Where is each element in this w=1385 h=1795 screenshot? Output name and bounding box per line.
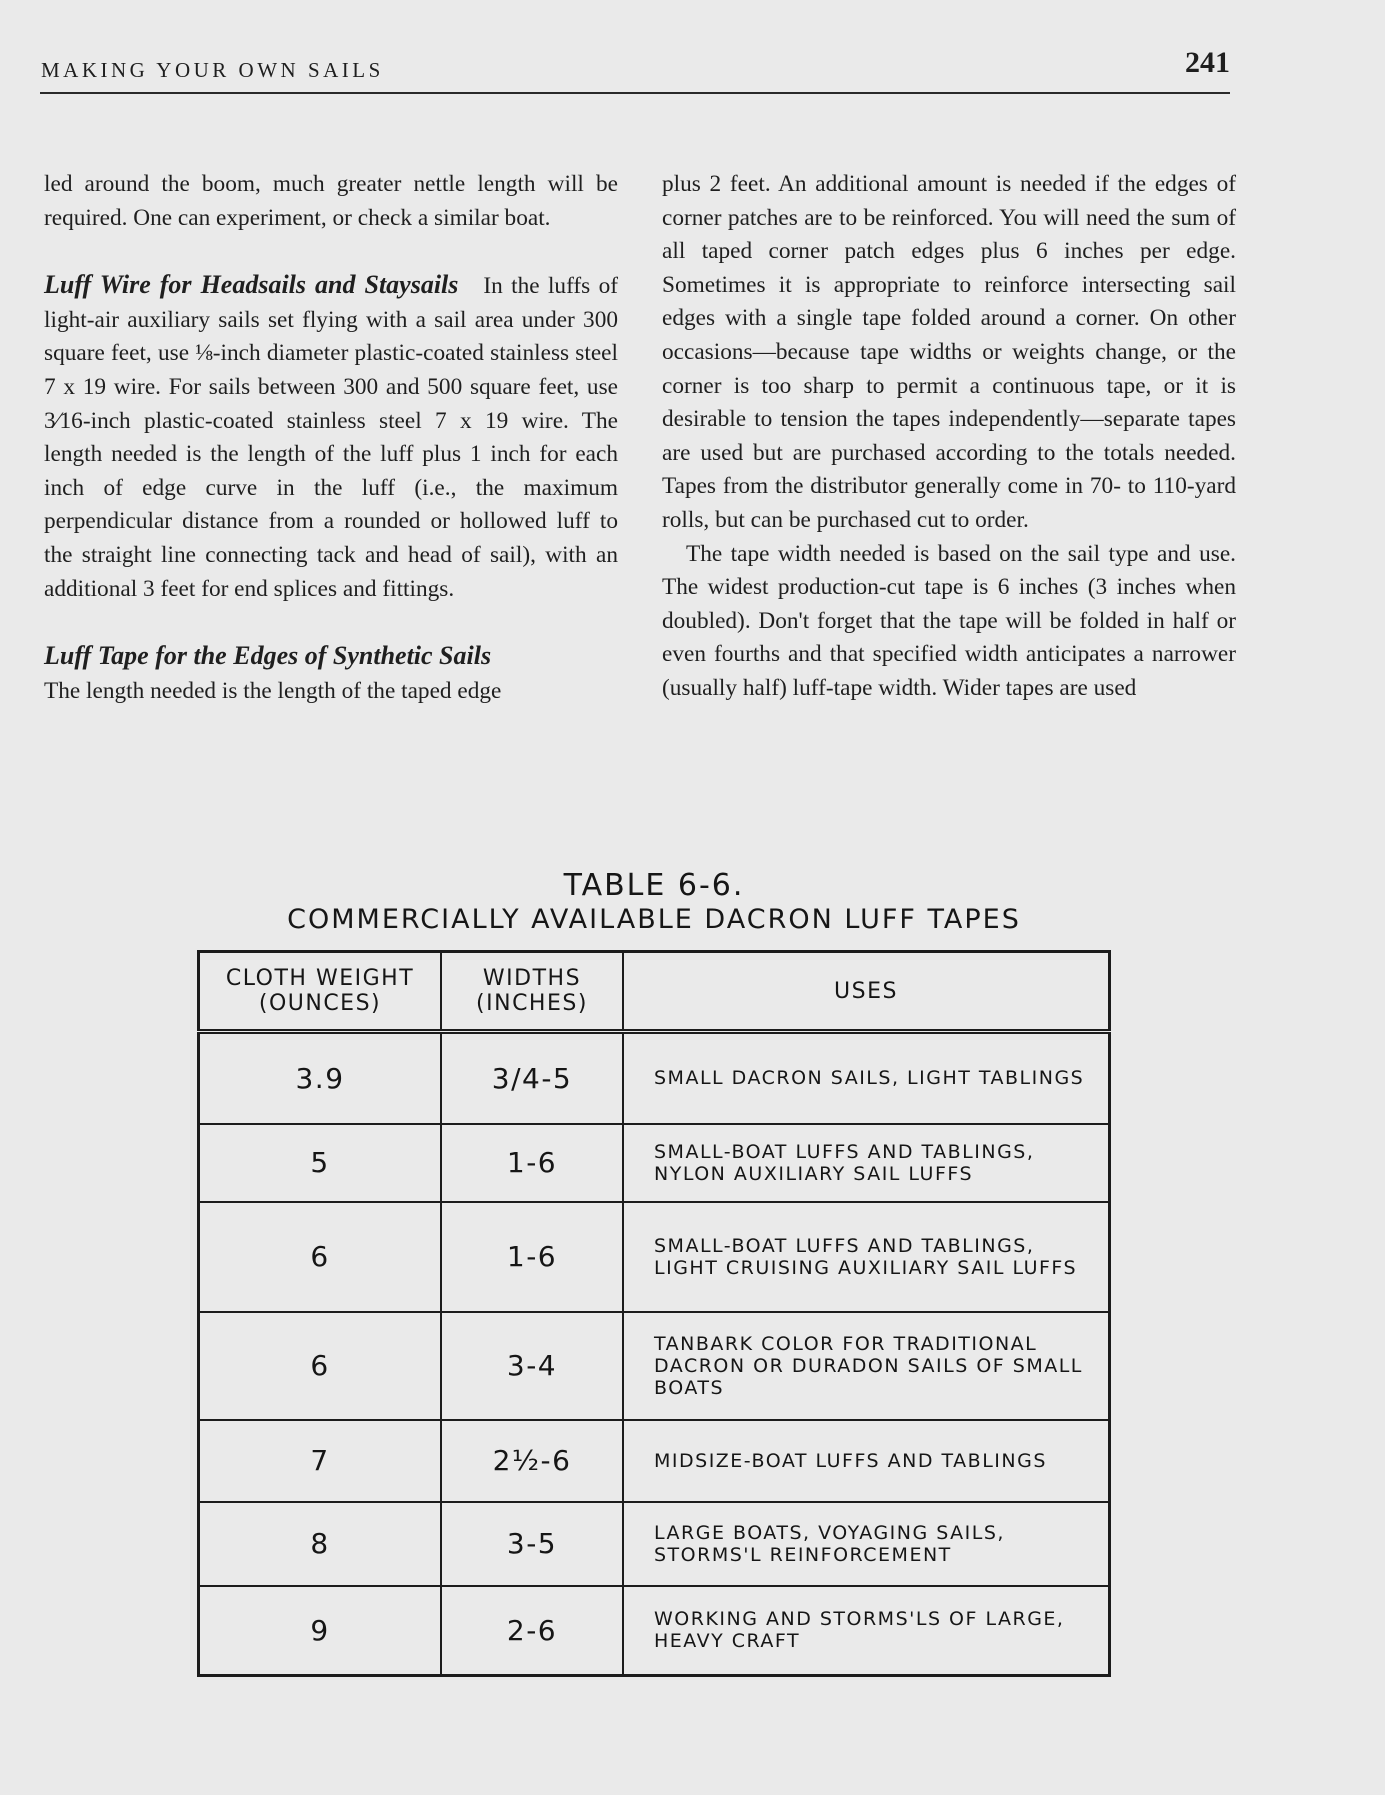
- widths-cell: 2½-6: [441, 1420, 623, 1502]
- widths-cell: 3-5: [441, 1502, 623, 1586]
- header-widths: [441, 952, 623, 1032]
- widths-cell: 3-4: [441, 1312, 623, 1420]
- table-row: [199, 1312, 1110, 1420]
- luff-wire-paragraph: [44, 268, 618, 606]
- table-row: [199, 1586, 1110, 1676]
- luff-wire-text: In the luffs of light-air auxiliary sails set flying with a sail area under 300 square feet, use ⅛-inch diameter plastic-coated stainless steel 7 x 19 wire. For sails between 300 and 500 square feet, use 3⁄16-inch plastic-coated stainless steel 7 x 19 wire. The length needed is the length of the luff plus 1 inch for each inch of edge curve in the luff (i.e., the maximum perpendicular distance from a rounded or hollowed luff to the straight line connecting tack and head of sail), with an additional 3 feet for end splices and fittings.: [44, 273, 618, 602]
- table-row: [199, 1202, 1110, 1312]
- header-weight-line2: (OUNCES): [258, 991, 382, 1016]
- weight-cell: 5: [199, 1124, 442, 1202]
- luff-tape-paragraph: [44, 639, 618, 708]
- uses-cell: LARGE BOATS, VOYAGING SAILS, STORMS'L REINFORCEMENT: [623, 1502, 1110, 1586]
- weight-cell: 7: [199, 1420, 442, 1502]
- header-rule: [40, 92, 1230, 94]
- table-title: COMMERCIALLY AVAILABLE DACRON LUFF TAPES: [287, 904, 1021, 935]
- right-paragraph-2: The tape width needed is based on the sail type and use. The widest production-cut tape is 6 inches (3 inches when doubled). Don't forget that the tape will be folded in half or even fourths and that specified width anticipates a narrower (usually half) luff-tape width. Wider tapes are used: [662, 540, 1236, 701]
- uses-cell: TANBARK COLOR FOR TRADITIONAL DACRON OR DURADON SAILS OF SMALL BOATS: [623, 1312, 1110, 1420]
- right-column: [662, 168, 1236, 706]
- header-uses: USES: [623, 952, 1110, 1032]
- uses-cell: WORKING AND STORMS'LS OF LARGE, HEAVY CRAFT: [623, 1586, 1110, 1676]
- luff-tape-heading: Luff Tape for the Edges of Synthetic Sails: [44, 641, 492, 671]
- header-cloth-weight: [199, 952, 442, 1032]
- weight-cell: 3.9: [199, 1032, 442, 1124]
- table-row: [199, 1124, 1110, 1202]
- table-row: [199, 1502, 1110, 1586]
- table-row: [199, 1032, 1110, 1124]
- widths-cell: 1-6: [441, 1124, 623, 1202]
- uses-cell: MIDSIZE-BOAT LUFFS AND TABLINGS: [623, 1420, 1110, 1502]
- table-row: [199, 1420, 1110, 1502]
- header-widths-line2: (INCHES): [476, 991, 588, 1016]
- uses-cell: SMALL-BOAT LUFFS AND TABLINGS, NYLON AUXILIARY SAIL LUFFS: [623, 1124, 1110, 1202]
- weight-cell: 8: [199, 1502, 442, 1586]
- luff-wire-heading: Luff Wire for Headsails and Staysails: [44, 270, 459, 300]
- weight-cell: 6: [199, 1312, 442, 1420]
- header-weight-line1: CLOTH WEIGHT: [225, 966, 415, 991]
- uses-cell: SMALL DACRON SAILS, LIGHT TABLINGS: [623, 1032, 1110, 1124]
- weight-cell: 6: [199, 1202, 442, 1312]
- left-paragraph: led around the boom, much greater nettle length will be required. One can experiment, or check a similar boat.: [44, 171, 618, 231]
- widths-cell: 1-6: [441, 1202, 623, 1312]
- weight-cell: 9: [199, 1586, 442, 1676]
- header-widths-line1: WIDTHS: [482, 966, 582, 991]
- luff-tape-table: [197, 950, 1111, 1677]
- page-number: 241: [1185, 46, 1230, 79]
- widths-cell: 2-6: [441, 1586, 623, 1676]
- uses-cell: SMALL-BOAT LUFFS AND TABLINGS, LIGHT CRUISING AUXILIARY SAIL LUFFS: [623, 1202, 1110, 1312]
- table-number: TABLE 6-6.: [563, 868, 745, 903]
- running-head: MAKING YOUR OWN SAILS: [41, 58, 384, 82]
- widths-cell: 3/4-5: [441, 1032, 623, 1124]
- right-paragraph-1: plus 2 feet. An additional amount is needed if the edges of corner patches are to be reinforced. You will need the sum of all taped corner patch edges plus 6 inches per edge. Sometimes it is appropriate to reinforce intersecting sail edges with a single tape folded around a corner. On other occasions—because tape widths or weights change, or the corner is too sharp to permit a continuous tape, or it is desirable to tension the tapes independently—separate tapes are used but are purchased according to the totals needed. Tapes from the distributor generally come in 70- to 110-yard rolls, but can be purchased cut to order.: [662, 171, 1236, 533]
- left-column: [44, 168, 618, 708]
- table-header-row: [199, 952, 1110, 1032]
- luff-tape-text: The length needed is the length of the taped edge: [44, 677, 502, 704]
